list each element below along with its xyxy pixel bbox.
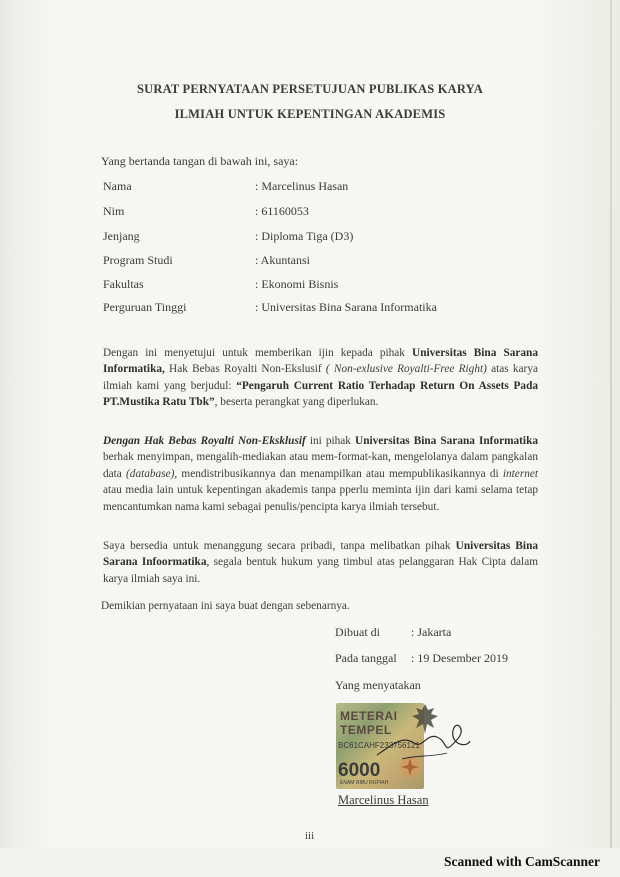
p1-text-e: atas karya ilmiah kami yang berjudul: bbox=[103, 363, 538, 392]
p2-text-f: mendistribusikannya dan menampilkan atau mempublikasikannya di bbox=[177, 467, 503, 480]
intro-text: Yang bertanda tangan di bawah ini, saya: bbox=[101, 154, 299, 168]
p1-english-term: ( Non-exlusive Royalti-Free Right) bbox=[325, 363, 487, 376]
p3-text-c: , segala bentuk hukum yang timbul atas pelanggaran Hak Cipta dalam karya ilmiah saya ini. bbox=[103, 556, 538, 585]
place-value: : Jakarta bbox=[411, 625, 452, 639]
date-label: Pada tanggal bbox=[335, 651, 397, 665]
stamp-subtext: ENAM RIBU RUPIAH bbox=[340, 780, 389, 786]
field-label-program-studi: Program Studi bbox=[103, 253, 173, 267]
p1-text-a: Dengan ini menyetujui untuk memberikan ijin kepada pihak bbox=[103, 347, 413, 359]
stamp-text-line-1: METERAI bbox=[340, 709, 398, 723]
paragraph-closing: Demikian pernyataan ini saya buat dengan sebenarnya. bbox=[101, 600, 350, 612]
document-title-line-2: ILMIAH UNTUK KEPENTINGAN AKADEMIS bbox=[174, 107, 446, 121]
p1-text-c: Hak Bebas Royalti Non-Ekslusif bbox=[164, 363, 326, 376]
field-label-nama: Nama bbox=[103, 179, 132, 193]
field-value-fakultas: : Ekonomi Bisnis bbox=[255, 277, 339, 291]
field-label-fakultas: Fakultas bbox=[103, 277, 144, 291]
stamp-serial: BC61CAHF233756121 bbox=[338, 741, 420, 750]
p3-university: Universitas Bina Sarana Infoormatika bbox=[103, 540, 539, 569]
place-label: Dibuat di bbox=[335, 625, 380, 639]
field-label-nim: Nim bbox=[103, 204, 125, 218]
paragraph-rights bbox=[103, 433, 538, 515]
stamp-value: 6000 bbox=[338, 760, 381, 781]
field-label-jenjang: Jenjang bbox=[103, 229, 140, 243]
p1-thesis-title: “Pengaruh Current Ratio Terhadap Return On Assets Pada PT.Mustika Ratu Tbk” bbox=[103, 379, 539, 409]
field-value-nama: : Marcelinus Hasan bbox=[255, 179, 349, 193]
p2-rights-term: Dengan Hak Bebas Royalti Non-Eksklusif bbox=[103, 435, 306, 447]
p2-database-term: (database), bbox=[126, 467, 178, 480]
document-title-line-1: SURAT PERNYATAAN PERSETUJUAN PUBLIKAS KARYA bbox=[137, 82, 483, 96]
paragraph-liability bbox=[103, 538, 538, 587]
field-value-nim: : 61160053 bbox=[255, 204, 309, 218]
p2-university: Universitas Bina Sarana Informatika bbox=[355, 435, 538, 447]
p1-text-g: , beserta perangkat yang diperlukan. bbox=[214, 396, 379, 409]
field-value-program-studi: : Akuntansi bbox=[255, 253, 311, 267]
p2-text-h: atau media lain untuk kepentingan akademis tanpa pperlu meminta ijin dari kami selama tetap mencantumkan nama kami sebagai penulis/pencipta karya ilmiah tersebut. bbox=[103, 484, 538, 513]
paragraph-consent bbox=[103, 345, 538, 411]
stamp-text-line-2: TEMPEL bbox=[340, 723, 392, 737]
p2-text-d: berhak menyimpan, mengalih-mediakan atau mem-format-kan, mengelolanya dalam pangkalan data bbox=[103, 451, 538, 480]
declarant-label: Yang menyatakan bbox=[335, 678, 421, 692]
scanner-watermark: Scanned with CamScanner bbox=[443, 854, 600, 869]
field-value-perguruan-tinggi: : Universitas Bina Sarana Informatika bbox=[255, 300, 437, 314]
p1-university: Universitas Bina Sarana Informatika, bbox=[103, 347, 538, 376]
p2-internet-term: internet bbox=[502, 467, 539, 480]
handwritten-signature bbox=[372, 715, 472, 765]
signer-name: Marcelinus Hasan bbox=[338, 793, 429, 807]
field-value-jenjang: : Diploma Tiga (D3) bbox=[255, 229, 354, 243]
date-value: : 19 Desember 2019 bbox=[411, 651, 508, 665]
field-label-perguruan-tinggi: Perguruan Tinggi bbox=[103, 300, 187, 314]
p3-text-a: Saya bersedia untuk menanggung secara pribadi, tanpa melibatkan pihak bbox=[103, 540, 456, 552]
page-edge bbox=[610, 0, 612, 848]
p2-text-b: ini pihak bbox=[305, 435, 356, 447]
page-number: iii bbox=[305, 830, 315, 842]
